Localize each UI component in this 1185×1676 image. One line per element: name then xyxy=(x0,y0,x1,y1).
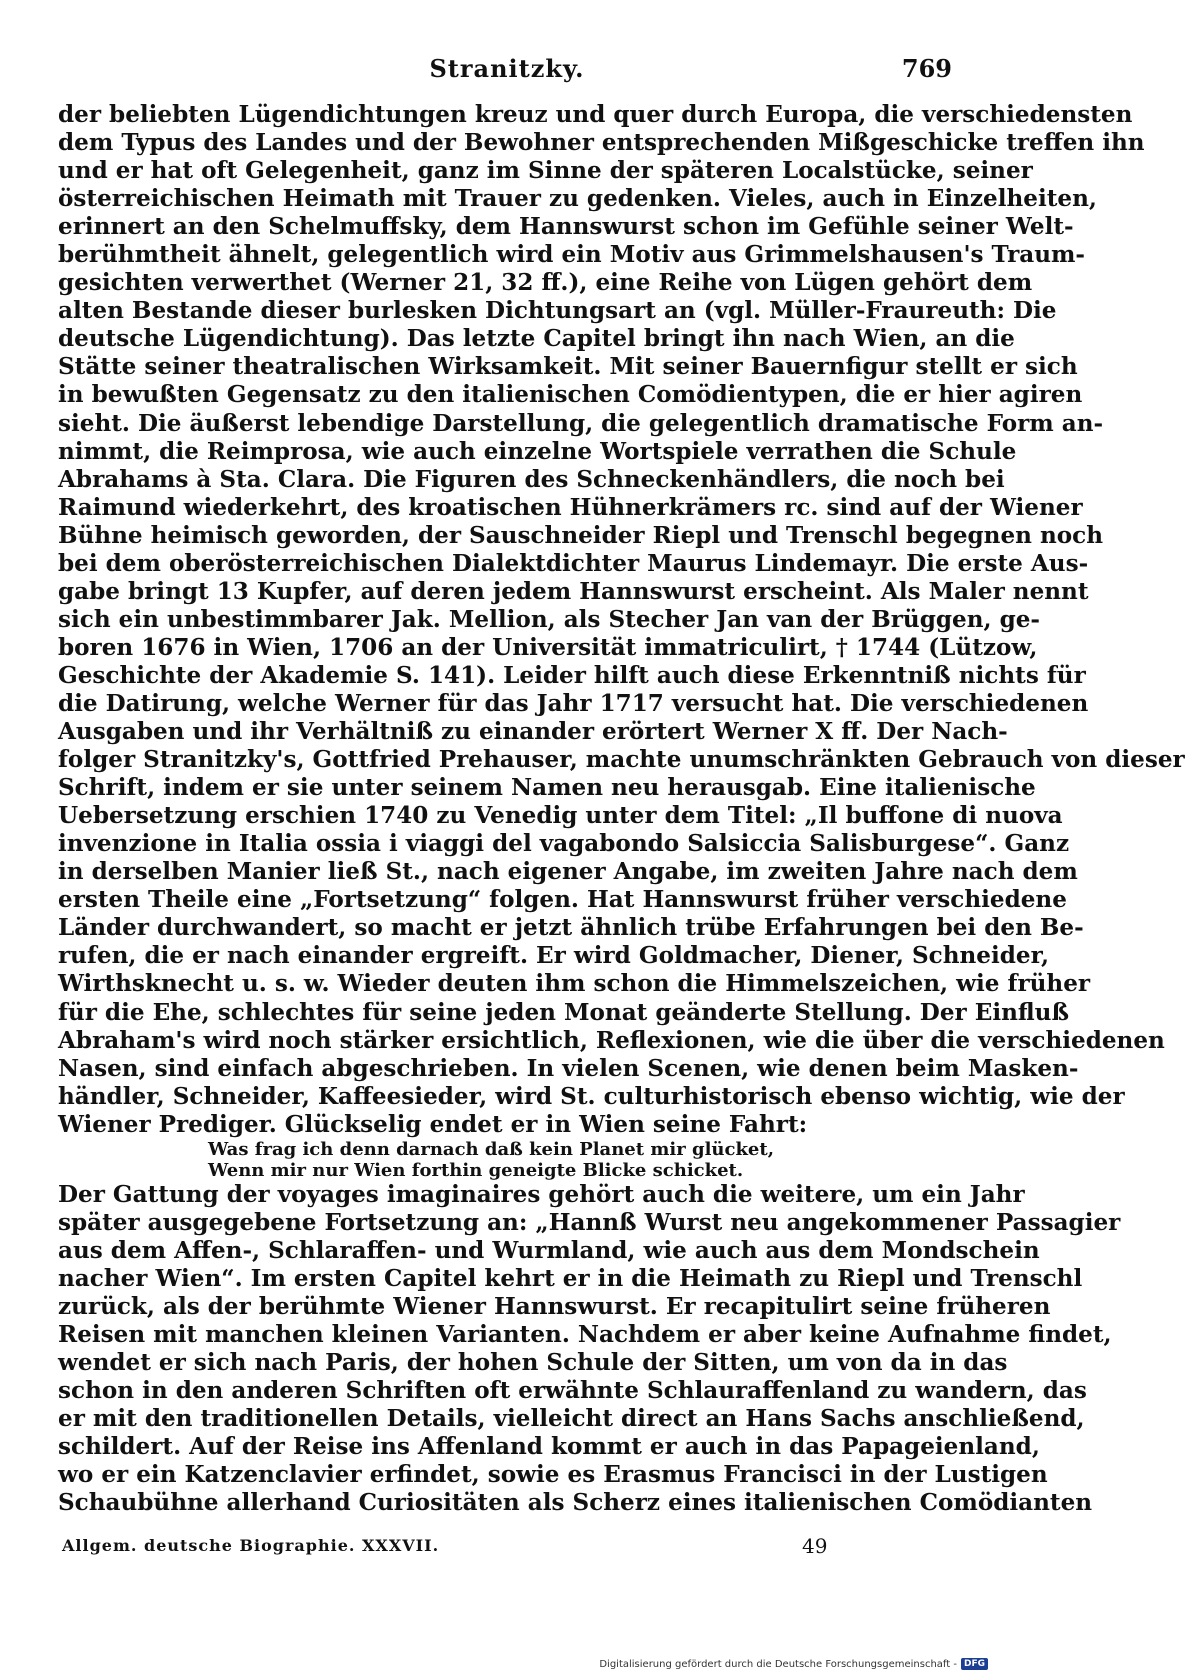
text-line: später ausgegebene Fortsetzung an: „Hannß Wurst neu angekommener Passagier xyxy=(58,1208,1121,1236)
text-line: österreichischen Heimath mit Trauer zu gedenken. Vieles, auch in Einzelheiten, xyxy=(58,185,1097,213)
text-line: Wiener Prediger. Glückselig endet er in Wien seine Fahrt: xyxy=(58,1110,808,1138)
text-line: Abraham's wird noch stärker ersichtlich, Reflexionen, wie die über die verschiedenen xyxy=(58,1026,1165,1054)
dfg-logo: DFG xyxy=(961,1658,988,1670)
running-header xyxy=(62,54,952,94)
text-line: alten Bestande dieser burlesken Dichtungsart an (vgl. Müller-Fraureuth: Die xyxy=(58,297,1057,325)
paragraph-1 xyxy=(58,101,1185,1139)
paragraph-2 xyxy=(58,1180,1121,1518)
text-line: erinnert an den Schelmuffsky, dem Hannswurst schon im Gefühle seiner Welt- xyxy=(58,213,1074,241)
text-line: Geschichte der Akademie S. 141). Leider hilft auch diese Erkenntniß nichts für xyxy=(58,661,1086,689)
text-line: gesichten verwerthet (Werner 21, 32 ff.), eine Reihe von Lügen gehört dem xyxy=(58,269,1033,297)
text-line: rufen, die er nach einander ergreift. Er wird Goldmacher, Diener, Schneider, xyxy=(58,942,1050,970)
text-line: die Datirung, welche Werner für das Jahr 1717 versucht hat. Die verschiedenen xyxy=(58,689,1089,717)
text-line: Stätte seiner theatralischen Wirksamkeit. Mit seiner Bauernfigur stellt er sich xyxy=(58,353,1078,381)
text-line: wo er ein Katzenclavier erfindet, sowie es Erasmus Francisci in der Lustigen xyxy=(58,1461,1048,1489)
text-line: nimmt, die Reimprosa, wie auch einzelne Wortspiele verrathen die Schule xyxy=(58,437,1017,465)
text-line: Wirthsknecht u. s. w. Wieder deuten ihm schon die Himmelszeichen, wie früher xyxy=(58,970,1091,998)
page-number: 769 xyxy=(901,54,952,83)
text-line: er mit den traditionellen Details, vielleicht direct an Hans Sachs anschließend, xyxy=(58,1405,1085,1433)
text-line: Länder durchwandert, so macht er jetzt ähnlich trübe Erfahrungen bei den Be- xyxy=(58,914,1084,942)
text-line: gabe bringt 13 Kupfer, auf deren jedem Hannswurst erscheint. Als Maler nennt xyxy=(58,577,1089,605)
text-line: berühmtheit ähnelt, gelegentlich wird ein Motiv aus Grimmelshausen's Traum- xyxy=(58,241,1086,269)
text-line: bei dem oberösterreichischen Dialektdichter Maurus Lindemayr. Die erste Aus- xyxy=(58,549,1089,577)
text-line: boren 1676 in Wien, 1706 an der Universität immatriculirt, † 1744 (Lützow, xyxy=(58,633,1038,661)
text-line: zurück, als der berühmte Wiener Hannswurst. Er recapitulirt seine früheren xyxy=(58,1292,1051,1320)
text-line: für die Ehe, schlechtes für seine jeden Monat geänderte Stellung. Der Einfluß xyxy=(58,998,1070,1026)
text-line: Raimund wiederkehrt, des kroatischen Hühnerkrämers rc. sind auf der Wiener xyxy=(58,493,1083,521)
text-line: nacher Wien“. Im ersten Capitel kehrt er in die Heimath zu Riepl und Trenschl xyxy=(58,1264,1083,1292)
sheet-signature: Allgem. deutsche Biographie. XXXVII. xyxy=(62,1536,440,1555)
running-title: Stranitzky. xyxy=(429,54,585,83)
text-line: Abrahams à Sta. Clara. Die Figuren des Schneckenhändlers, die noch bei xyxy=(58,465,1005,493)
text-line: Bühne heimisch geworden, der Sauschneider Riepl und Trenschl begegnen noch xyxy=(58,521,1104,549)
text-line: aus dem Affen-, Schlaraffen- und Wurmland, wie auch aus dem Mondschein xyxy=(58,1236,1040,1264)
text-line: wendet er sich nach Paris, der hohen Schule der Sitten, um von da in das xyxy=(58,1349,1008,1377)
text-line: Nasen, sind einfach abgeschrieben. In vielen Scenen, wie denen beim Masken- xyxy=(58,1054,1079,1082)
digitization-credit xyxy=(599,1658,988,1670)
text-line: Schrift, indem er sie unter seinem Namen neu herausgab. Eine italienische xyxy=(58,774,1036,802)
text-line: der beliebten Lügendichtungen kreuz und quer durch Europa, die verschiedensten xyxy=(58,101,1133,128)
text-line: in derselben Manier ließ St., nach eigener Angabe, im zweiten Jahre nach dem xyxy=(58,858,1078,886)
verse-line: Was frag ich denn darnach daß kein Planet mir glücket, xyxy=(208,1138,774,1160)
credit-text: Digitalisierung gefördert durch die Deutsche Forschungsgemeinschaft - xyxy=(599,1658,957,1670)
body-text xyxy=(58,101,1185,1517)
page-footer xyxy=(62,1534,952,1564)
sheet-number: 49 xyxy=(802,1534,828,1558)
text-line: Der Gattung der voyages imaginaires gehört auch die weitere, um ein Jahr xyxy=(58,1180,1025,1208)
text-line: deutsche Lügendichtung). Das letzte Capitel bringt ihn nach Wien, an die xyxy=(58,325,1015,353)
text-line: dem Typus des Landes und der Bewohner entsprechenden Mißgeschicke treffen ihn xyxy=(58,129,1145,157)
text-line: Uebersetzung erschien 1740 zu Venedig unter dem Titel: „Il buffone di nuova xyxy=(58,802,1063,830)
verse-line: Wenn mir nur Wien forthin geneigte Blicke schicket. xyxy=(208,1159,744,1181)
text-line: sich ein unbestimmbarer Jak. Mellion, als Stecher Jan van der Brüggen, ge- xyxy=(58,605,1041,633)
text-line: Ausgaben und ihr Verhältniß zu einander erörtert Werner X ff. Der Nach- xyxy=(58,718,1008,746)
text-line: folger Stranitzky's, Gottfried Prehauser, machte unumschränkten Gebrauch von dieser xyxy=(58,746,1185,774)
text-line: invenzione in Italia ossia i viaggi del vagabondo Salsiccia Salisburgese“. Ganz xyxy=(58,830,1070,858)
text-line: in bewußten Gegensatz zu den italienischen Comödientypen, die er hier agiren xyxy=(58,381,1083,409)
text-line: und er hat oft Gelegenheit, ganz im Sinne der späteren Localstücke, seiner xyxy=(58,157,1033,185)
text-line: sieht. Die äußerst lebendige Darstellung, die gelegentlich dramatische Form an- xyxy=(58,409,1104,437)
text-line: schildert. Auf der Reise ins Affenland kommt er auch in das Papageienland, xyxy=(58,1433,1040,1461)
text-line: ersten Theile eine „Fortsetzung“ folgen. Hat Hannswurst früher verschiedene xyxy=(58,886,1067,914)
text-line: Reisen mit manchen kleinen Varianten. Nachdem er aber keine Aufnahme findet, xyxy=(58,1320,1112,1348)
text-line: händler, Schneider, Kaffeesieder, wird St. culturhistorisch ebenso wichtig, wie der xyxy=(58,1082,1125,1110)
verse-quote xyxy=(58,1139,954,1181)
text-line: schon in den anderen Schriften oft erwähnte Schlauraffenland zu wandern, das xyxy=(58,1377,1087,1405)
text-line: Schaubühne allerhand Curiositäten als Scherz eines italienischen Comödianten xyxy=(58,1489,1093,1517)
